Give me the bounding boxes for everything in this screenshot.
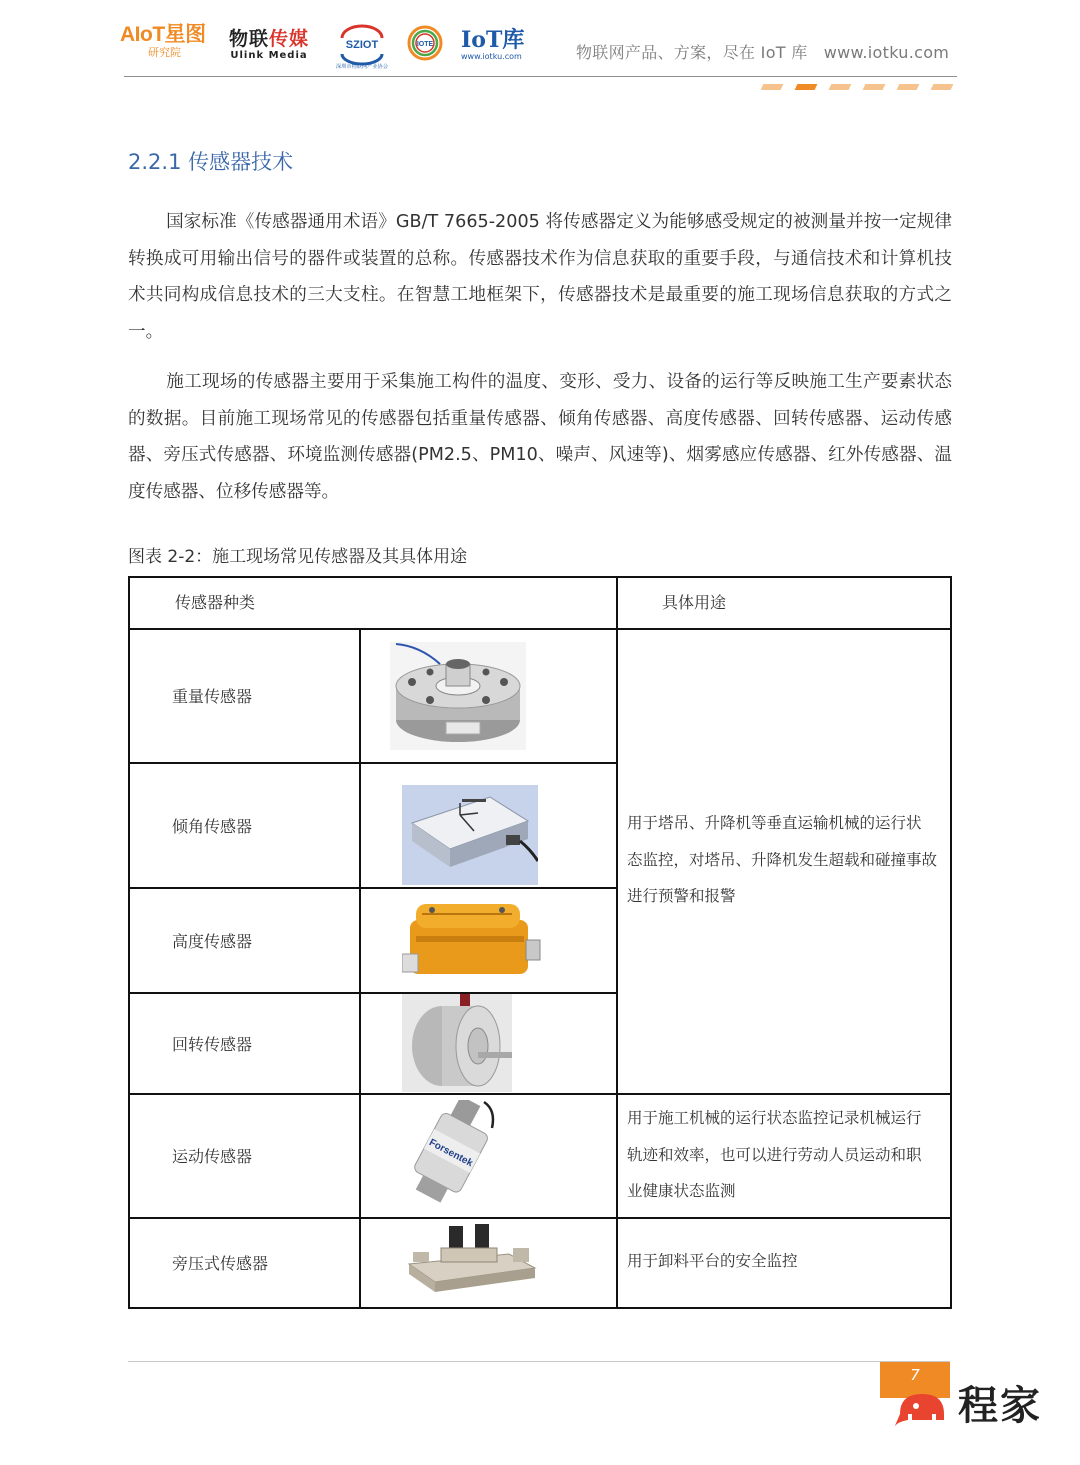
table-rule [128,576,952,578]
table-header-type: 传感器种类 [175,593,256,612]
ulink-logo-cn-b: 传媒 [269,28,310,50]
aiot-logo-subtext: 研究院 [148,46,181,59]
header-divider [124,76,957,77]
iotku-logo-text: IoT库 [461,27,525,53]
table-rule [359,628,361,1309]
table-rule [616,576,618,1309]
usage-motion-monitoring [627,1100,922,1210]
sensor-name: 回转传感器 [172,1035,253,1054]
aiot-logo [120,24,208,68]
sensor-name: 倾角传感器 [172,817,253,836]
table-caption: 图表 2-2：施工现场常见传感器及其具体用途 [128,547,468,567]
watermark-elephant-icon [892,1386,952,1432]
usage-line: 轨迹和效率，也可以进行劳动人员运动和职 [627,1145,922,1164]
header-slogan-text: 物联网产品、方案，尽在 IoT 库 [576,43,808,62]
usage-line: 进行预警和报警 [627,887,736,905]
paragraph-2 [128,364,952,510]
iotku-logo-url: www.iotku.com [461,52,522,61]
table-rule [128,887,618,889]
paragraph-1-text: 国家标准《传感器通用术语》GB/T 7665-2005 将传感器定义为能够感受规定的被测量并按一定规律转换成可用输出信号的器件或装置的总称。传感器技术作为信息获取的重要手段，与通信技术和计算机技术共同构成信息技术的三大支柱。在智慧工地框架下，传感器技术是最重要的施工现场信息获取的方式之一。 [128,212,952,342]
table-rule [128,762,618,764]
usage-crane-monitoring [627,805,937,915]
header-dash [897,84,920,90]
table-header-usage: 具体用途 [662,593,727,612]
load-cell-image [390,642,526,750]
table-rule [128,1217,952,1219]
ulink-logo-en: Ulink Media [230,50,308,61]
sensor-name: 重量传感器 [172,687,253,706]
header-dash [795,84,818,90]
usage-line: 用于塔吊、升降机等垂直运输机械的运行状 [627,814,922,832]
footer-divider [128,1361,950,1362]
sziot-logo-subtext: 深圳市物联网产业协会 [336,64,388,70]
table-rule [128,992,618,994]
sensor-name: 高度传感器 [172,932,253,951]
usage-platform-monitoring: 用于卸料平台的安全监控 [627,1252,798,1270]
sensor-name: 旁压式传感器 [172,1254,269,1273]
tilt-sensor-image [402,785,538,885]
side-pressure-sensor-image [405,1222,539,1306]
motion-sensor-image [400,1100,510,1212]
table-rule [950,576,952,1309]
height-limit-switch-image [402,890,544,990]
sziot-logo [330,24,394,70]
header-dash [829,84,852,90]
iote-logo [407,25,443,61]
usage-line: 用于施工机械的运行状态监控记录机械运行 [627,1109,922,1127]
watermark-text: 程家 [958,1383,1042,1429]
sensor-name: 运动传感器 [172,1147,253,1166]
paragraph-2-text: 施工现场的传感器主要用于采集施工构件的温度、变形、受力、设备的运行等反映施工生产要素状态的数据。目前施工现场常见的传感器包括重量传感器、倾角传感器、高度传感器、回转传感器、运动传感器、旁压式传感器、环境监测传感器(PM2.5、PM10、噪声、风速等)、烟雾感应传感器、红外传感器、温度传感器、位移传感器等。 [128,372,952,502]
table-rule [128,628,952,630]
header-slogan [576,40,949,63]
usage-line: 态监控，对塔吊、升降机发生超载和碰撞事故 [627,850,938,869]
ulink-logo-cn-a: 物联 [228,28,269,50]
paragraph-1 [128,204,952,350]
iotku-logo [461,28,525,68]
ulink-media-logo [226,28,312,68]
aiot-logo-text: AIoT星图 [120,23,206,46]
table-rule [128,1093,952,1095]
table-rule [128,576,130,1309]
iote-logo-text: IOTE [416,41,434,48]
header-dash [863,84,886,90]
table-rule [128,1307,952,1309]
header-dash [931,84,954,90]
sziot-logo-text: SZIOT [345,39,379,51]
header-dash [761,84,784,90]
rotary-encoder-image [402,994,512,1092]
usage-line: 业健康状态监测 [627,1182,736,1200]
header-url: www.iotku.com [823,43,950,62]
product-brand-label: Forsentek [427,1137,475,1170]
section-title: 2.2.1 传感器技术 [128,150,294,174]
page-number: 7 [910,1366,920,1384]
